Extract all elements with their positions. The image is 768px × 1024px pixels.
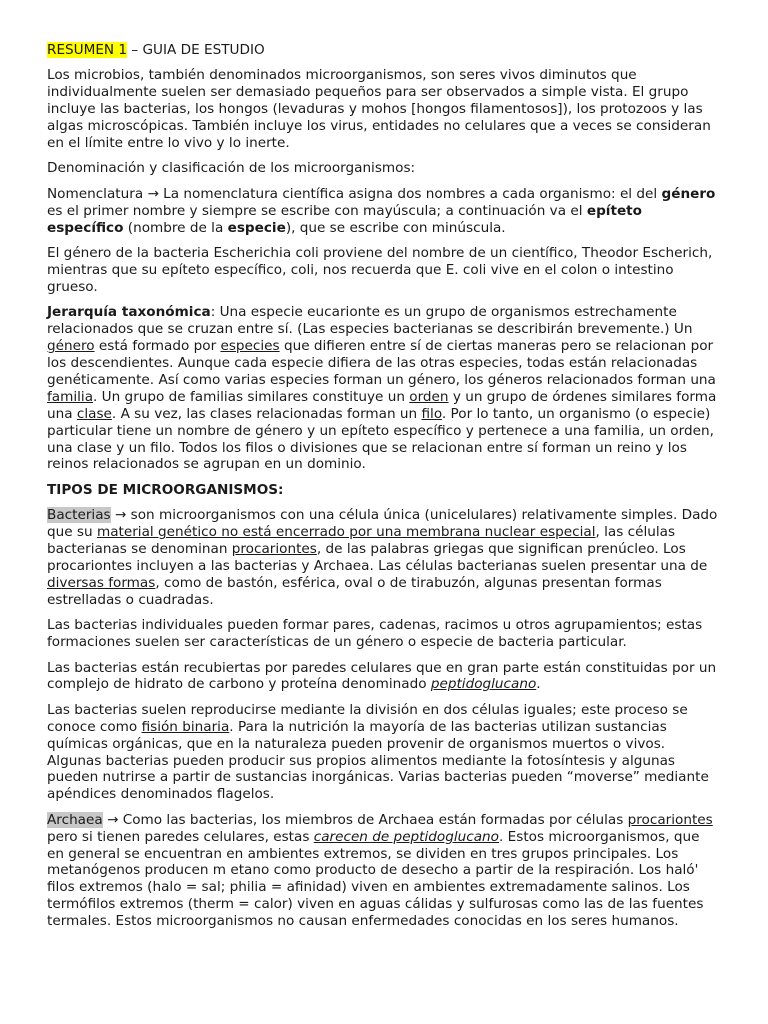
underlined-term: especies (220, 338, 280, 355)
escherichia-paragraph: El género de la bacteria Escherichia coli proviene del nombre de un científico, Theodor Escherich, mientras que su epíteto específico, coli, nos recuerda que E. coli vive en el colon o intestino grueso. (47, 245, 713, 295)
text-run: , como de bastón, esférica, oval o de tirabuzón, algunas presentan formas estrelladas o cuadradas. (47, 574, 662, 608)
underlined-term: clase (76, 405, 112, 422)
nomenclatura-paragraph (47, 186, 718, 237)
text-run: . Un grupo de familias similares constituye un (93, 388, 410, 405)
text-run: : Una especie eucarionte es un grupo de organismos estrechamente relacionados que se cruzan entre sí. (Las especies bacterianas se describirán brevemente.) Un (47, 304, 693, 338)
text-run: que difieren entre sí de ciertas maneras pero se relacionan por los descendientes. Aunque cada especie difiera de las otras especies, todas están relacionadas genéticamente. Así como varias especies forman un género, los géneros relacionados forman una (47, 338, 716, 388)
underlined-term: diversas formas (47, 574, 156, 591)
underlined-term: orden (409, 388, 449, 405)
bold-term: género (661, 185, 716, 202)
underlined-term: filo (421, 405, 442, 422)
underlined-italic-term: carecen de peptidoglucano (313, 828, 499, 845)
bold-term: Jerarquía taxonómica (47, 304, 211, 321)
text-run: . A su vez, las clases relacionadas forman un (111, 405, 422, 422)
text-run: (nombre de la (123, 219, 228, 236)
bacterias-reproduccion-paragraph (47, 702, 718, 803)
text-run: Las bacterias suelen reproducirse mediante la división en dos células iguales; este proceso se conoce como (47, 701, 688, 735)
text-run: → son microorganismos con una célula única (unicelulares) relativamente simples. Dado que su (47, 507, 718, 541)
text-run: , las células bacterianas se denominan (47, 524, 676, 558)
text-run: pero si tienen paredes celulares, estas (47, 828, 314, 845)
term-highlight: Archaea (47, 811, 103, 828)
term-highlight: Bacterias (47, 507, 111, 524)
underlined-term: fisión binaria (141, 718, 230, 735)
text-run: está formado por (94, 338, 221, 355)
text-run: . (536, 676, 541, 693)
text-run: . Estos microorganismos, que en general se encuentran en ambientes extremos, se dividen en tres grupos principales. Los metanógenos producen m etano como producto de desecho a partir de la respiración. Los haló' filos extremos (halo = sal; philia = afinidad) viven en ambientes extremadamente salinos. Los termófilos extremos (therm = calor) viven en aguas cálidas y sulfurosas como las de las fuentes termales. Estos microorganismos no causan enfermedades conocidas en los seres humanos. (47, 828, 704, 930)
archaea-paragraph (47, 812, 718, 930)
underlined-term: género (47, 338, 95, 355)
denominacion-heading: Denominación y clasificación de los microorganismos: (47, 160, 416, 177)
text-run: ), que se escribe con minúscula. (285, 219, 506, 236)
title-highlight: RESUMEN 1 (47, 42, 128, 58)
text-run: . Para la nutrición la mayoría de las bacterias utilizan sustancias químicas orgánicas, que en la naturaleza pueden provenir de organismos muertos o vivos. Algunas bacterias pueden producir sus propios alimentos mediante la fotosíntesis y algunas pueden nutrirse a partir de sustancias inorgánicas. Varias bacterias pueden “moverse” mediante apéndices denominados flagelos. (47, 718, 709, 803)
bacterias-agrupamientos-paragraph: Las bacterias individuales pueden formar pares, cadenas, racimos u otros agrupamientos; estas formaciones suelen ser características de un género o especie de bacteria particular. (47, 617, 703, 651)
text-run: Las bacterias están recubiertas por paredes celulares que en gran parte están constituidas por un complejo de hidrato de carbono y proteína denominado (47, 659, 717, 693)
text-run: , de las palabras griegas que significan prenúcleo. Los procariontes incluyen a las bacterias y Archaea. Las células bacterianas suelen presentar una de (47, 541, 708, 574)
bacterias-paragraph (47, 507, 718, 608)
text-run: → Como las bacterias, los miembros de Archaea están formadas por células (102, 811, 628, 828)
text-run: y un grupo de órdenes similares forma una (47, 388, 717, 422)
tipos-heading: TIPOS DE MICROORGANISMOS: (47, 481, 284, 498)
bold-term: epíteto específico (47, 202, 643, 236)
bold-term: especie (227, 219, 286, 236)
text-run: . Por lo tanto, un organismo (o especie) particular tiene un nombre de género y un epíteto específico y pertenece a una familia, un orden, una clase y un filo. Todos los filos o divisiones que se relacionan entre sí forman un reino y los reinos relacionados se agrupan en un dominio. (47, 405, 714, 473)
text-run: es el primer nombre y siempre se escribe con mayúscula; a continuación va el (47, 202, 587, 219)
text-run: Nomenclatura → La nomenclatura científica asigna dos nombres a cada organismo: el del (47, 185, 662, 202)
underlined-term: procariontes (231, 541, 317, 558)
bacterias-paredes-paragraph (47, 660, 718, 694)
underlined-term: familia (47, 388, 94, 405)
intro-paragraph: Los microbios, también denominados microorganismos, son seres vivos diminutos que individualmente suelen ser demasiado pequeños para ser observados a simple vista. El grupo incluye las bacterias, los hongos (levaduras y mohos [hongos filamentosos]), los protozoos y las algas microscópicas. También incluye los virus, entidades no celulares que a veces se consideran en el límite entre lo vivo y lo inerte. (47, 67, 711, 152)
jerarquia-paragraph (47, 304, 718, 473)
underlined-term: procariontes (627, 811, 713, 828)
page-title (47, 42, 718, 59)
title-rest: – GUIA DE ESTUDIO (127, 42, 265, 58)
underlined-term: material genético no está encerrado por una membrana nuclear especial (96, 524, 596, 541)
underlined-italic-term: peptidoglucano (430, 676, 537, 693)
